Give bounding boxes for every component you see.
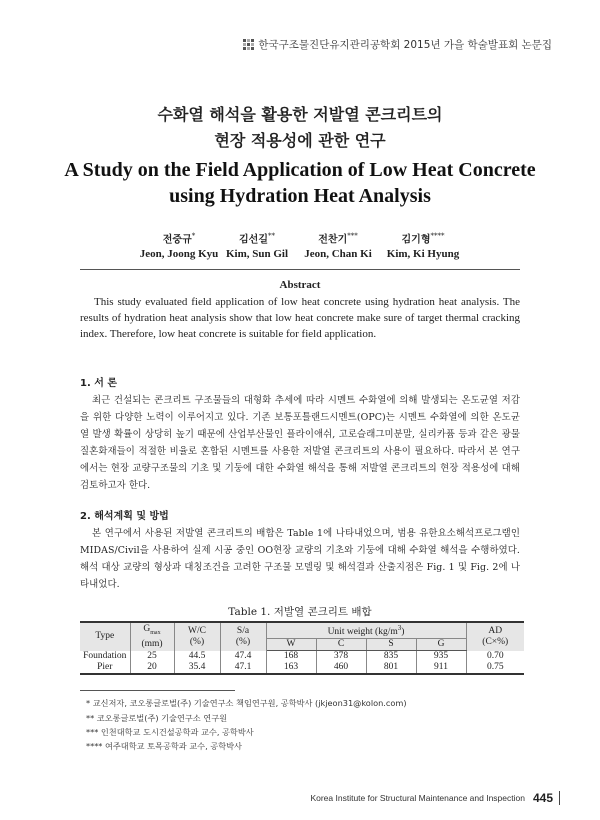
footer-organization: Korea Institute for Structural Maintenance and Inspection — [310, 793, 525, 803]
header-g: G — [416, 639, 466, 651]
table-cell: 460 — [316, 662, 366, 674]
table-caption: Table 1. 저발열 콘크리트 배합 — [228, 606, 372, 618]
table-cell: 935 — [416, 651, 466, 663]
footnote-divider — [80, 690, 235, 691]
abstract-text: This study evaluated field application of low heat concrete using hydration heat analysis. The results of hydration heat analysis show that low heat concrete make sure of target thermal cracking index. Therefore, low heat concrete is suitable for field application. — [80, 296, 520, 340]
section-1-text: 최근 건설되는 콘크리트 구조물들의 대형화 추세에 따라 시멘트 수화열에 의해 발생되는 온도균열 저감을 위한 다양한 노력이 이루어지고 있다. 기존 보통포틀랜드시멘트(OPC)는 시멘트 수화열에 의한 온도균열 발생 확률이 상당히 높기 때문에 산업부산물인 플라이애쉬, 고로슬래그미분말, 실리카퓸 등과 같은 광물질혼화재들이 적절한 비율로 혼합된 시멘트를 사용한 저발열 콘크리트의 사용이 필요하다. 따라서 본 연구에서는 현장 교량구조물의 기초 및 기둥에 대한 수화열 해석을 통해 저발열 콘크리트의 현장 적용성에 대해 검토하고자 한다. — [80, 395, 520, 491]
table-cell: Foundation — [80, 651, 130, 663]
author-korean-name: 전찬기 — [318, 234, 348, 246]
section-2-heading: 2. 해석계획 및 방법 — [80, 511, 169, 522]
table-cell: 44.5 — [174, 651, 220, 663]
section-2-text: 본 연구에서 사용된 저발열 콘크리트의 배합은 Table 1에 나타내었으며, 범용 유한요소해석프로그램인 MIDAS/Civil을 사용하여 실제 시공 중인 OO현장 교량의 기초와 기둥에 대해 수화열 해석을 수행하였다. 해석 대상 교량의 형상과 대칭조건을 고려한 구조물 모델링 및 해석결과 산출지점은 Fig. 1 및 Fig. 2에 나타내었다. — [80, 528, 520, 590]
abstract-heading: Abstract — [279, 279, 321, 291]
author-mark: * — [191, 232, 196, 240]
header-s: S — [366, 639, 416, 651]
footnote-1: * 교신저자, 코오롱글로벌(주) 기술연구소 책임연구원, 공학박사 (jkjeon31@kolon.com) — [86, 698, 407, 708]
running-header — [243, 37, 552, 52]
author-english-name: Jeon, Joong Kyu — [139, 248, 219, 261]
table-cell: 35.4 — [174, 662, 220, 674]
table-cell: 20 — [130, 662, 174, 674]
author-english-name: Jeon, Chan Ki — [304, 248, 372, 261]
english-title-line-2: using Hydration Heat Analysis — [169, 185, 431, 207]
author-korean-name: 김선길 — [239, 234, 268, 246]
table-cell: Pier — [80, 662, 130, 674]
korean-title-line-2: 현장 적용성에 관한 연구 — [214, 131, 386, 150]
author-english-name: Kim, Sun Gil — [225, 248, 289, 261]
english-title-line-1: A Study on the Field Application of Low Heat Concrete — [64, 159, 536, 181]
table-cell: 168 — [266, 651, 316, 663]
section-1-heading: 1. 서 론 — [80, 378, 118, 389]
footnote-3: *** 인천대학교 도시건설공학과 교수, 공학박사 — [86, 727, 254, 737]
header-w: W — [266, 639, 316, 651]
page-footer — [310, 791, 560, 805]
header-type: Type — [80, 622, 130, 651]
table-cell: 47.1 — [220, 662, 266, 674]
table-row — [80, 662, 524, 674]
footnote-4: **** 여주대학교 토목공학과 교수, 공학박사 — [86, 741, 242, 751]
header-wc: W/C (%) — [174, 622, 220, 651]
table-row — [80, 651, 524, 663]
table-cell: 0.75 — [466, 662, 524, 674]
table-cell: 0.70 — [486, 650, 504, 661]
author-korean-name: 전중규 — [162, 234, 192, 246]
table-cell: 163 — [266, 662, 316, 674]
table-cell: 47.4 — [220, 651, 266, 663]
table-cell: 378 — [316, 651, 366, 663]
header-c: C — [316, 639, 366, 651]
header-text: 한국구조물진단유지관리공학회 2015년 가을 학술발표회 논문집 — [258, 39, 552, 51]
page-number: 445 — [533, 791, 560, 805]
header-gmax: $G_{max}$ (mm) — [130, 622, 174, 651]
korean-title-line-1: 수화열 해석을 활용한 저발열 콘크리트의 — [157, 105, 443, 124]
title-divider — [80, 269, 520, 270]
author-4 — [363, 229, 483, 262]
author-mark: **** — [430, 232, 445, 240]
author-english-name: Kim, Ki Hyung — [386, 248, 460, 261]
mix-table — [80, 621, 524, 675]
header-sa: S/a (%) — [220, 622, 266, 651]
table-cell: 835 — [366, 651, 416, 663]
header-unit-weight: Unit weight $(kg/m^3)$ — [266, 622, 466, 639]
table-cell: 25 — [130, 651, 174, 663]
author-korean-name: 김기형 — [401, 234, 431, 246]
footnote-2: ** 코오롱글로벌(주) 기술연구소 연구원 — [86, 713, 228, 723]
table-cell: 911 — [416, 662, 466, 674]
table-cell: 801 — [366, 662, 416, 674]
header-ad: AD (C×%) — [466, 622, 524, 651]
grid-logo-icon — [243, 39, 254, 50]
author-mark: ** — [267, 232, 275, 240]
author-mark: *** — [347, 232, 358, 240]
